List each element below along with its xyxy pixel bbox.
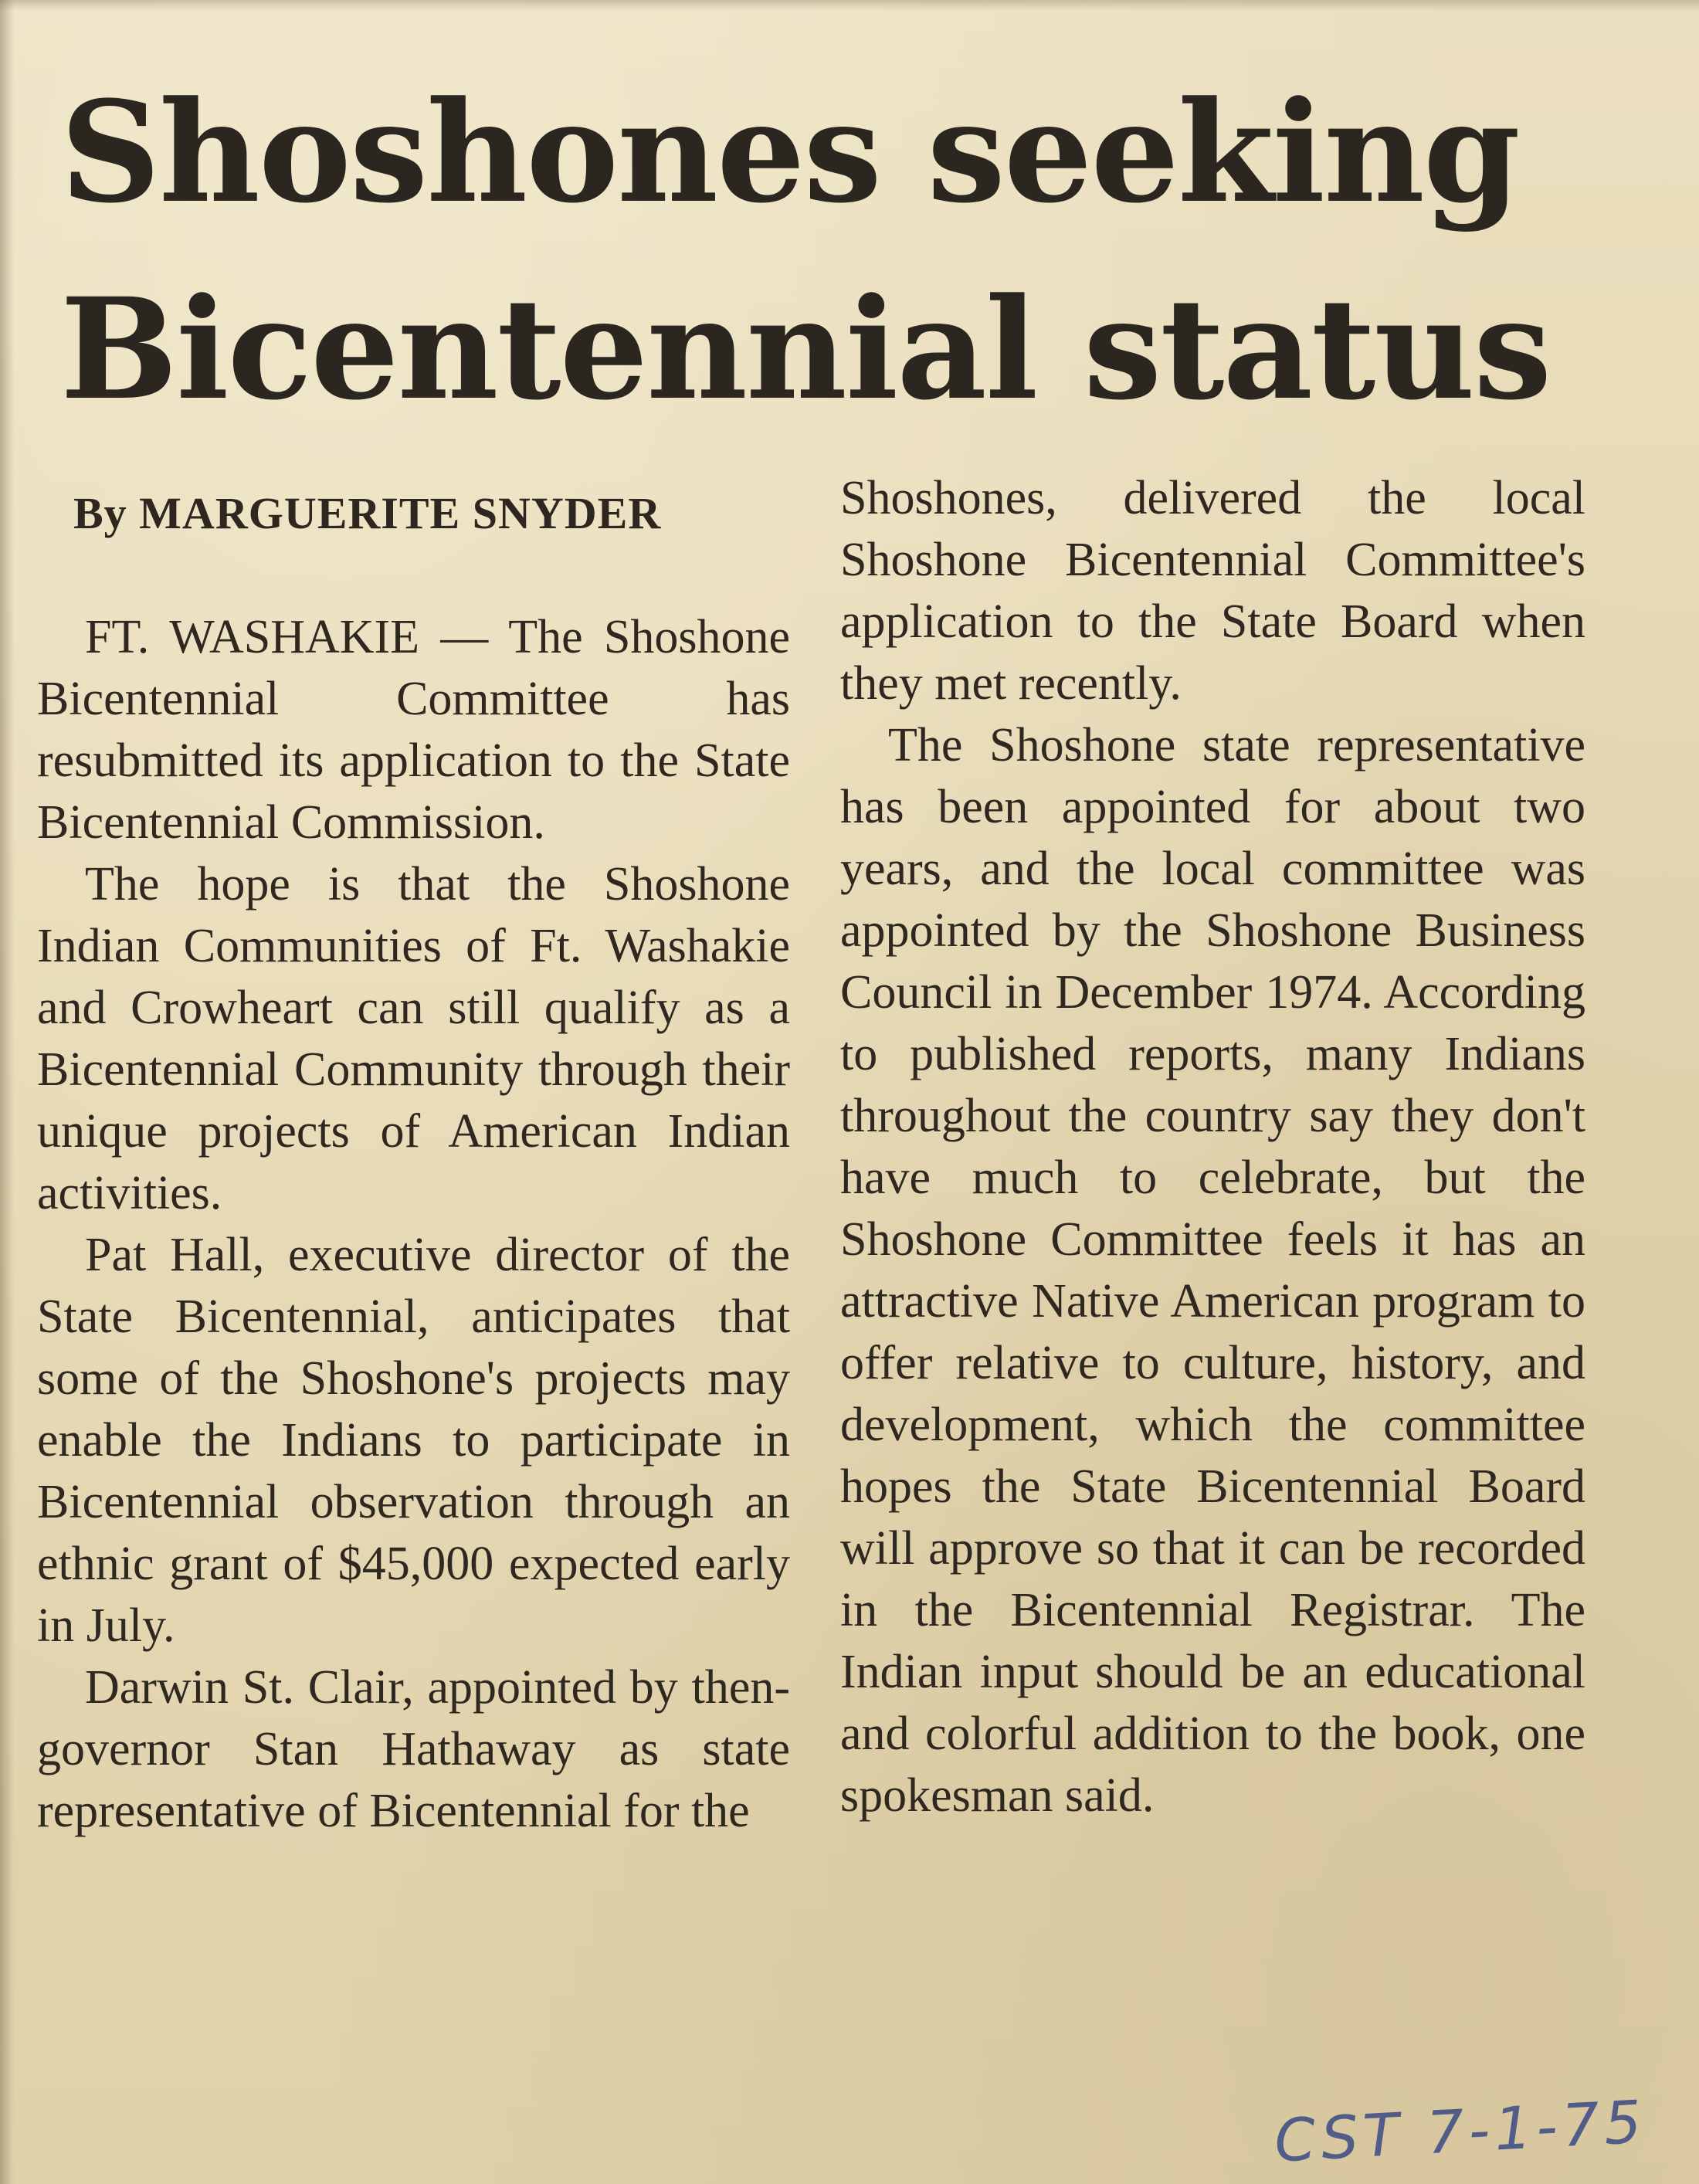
- headline-line-1: Shoshones seeking: [60, 71, 1519, 234]
- byline: By MARGUERITE SNYDER: [73, 488, 662, 538]
- paragraph-continued: Shoshones, delivered the local Shoshone Bicentennial Committee's application to the State Board when they met recently.: [840, 472, 1585, 710]
- paragraph: The hope is that the Shoshone Indian Communities of Ft. Washakie and Crowheart can still qualify as a Bicentennial Community through their unique projects of American Indian activities.: [37, 858, 790, 1219]
- left-column: [37, 606, 790, 1842]
- paragraph: The Shoshone state representative has been appointed for about two years, and the local committee was appointed by the Shoshone Business Council in December 1974. According to published reports, many Indians throughout the country say they don't have much to celebrate, but the Shoshone Committee feels it has an attractive Native American program to offer relative to culture, history, and development, which the committee hopes the State Bicentennial Board will approve so that it can be recorded in the Bicentennial Registrar. The Indian input should be an educational and colorful addition to the book, one spokesman said.: [840, 719, 1585, 1822]
- paragraph: Pat Hall, executive director of the State Bicentennial, anticipates that some of the Shoshone's projects may enable the Indians to participate in Bicentennial observation through an ethnic grant of $45,000 expected early in July.: [37, 1229, 790, 1652]
- right-column: [840, 467, 1585, 1826]
- paper-edge-shadow-top: [0, 0, 1699, 11]
- handwritten-date-note: CST 7-1-75: [1273, 2087, 1648, 2176]
- headline-line-2: Bicentennial status: [60, 268, 1551, 431]
- paragraph-dateline: FT. WASHAKIE — The Shoshone Bicentennial Committee has resubmitted its application to the State Bicentennial Commission.: [37, 611, 790, 849]
- headline: [60, 54, 1636, 448]
- paper-edge-shadow: [0, 0, 14, 2184]
- paragraph: Darwin St. Clair, appointed by then-governor Stan Hathaway as state representative of Bicentennial for the: [37, 1661, 790, 1837]
